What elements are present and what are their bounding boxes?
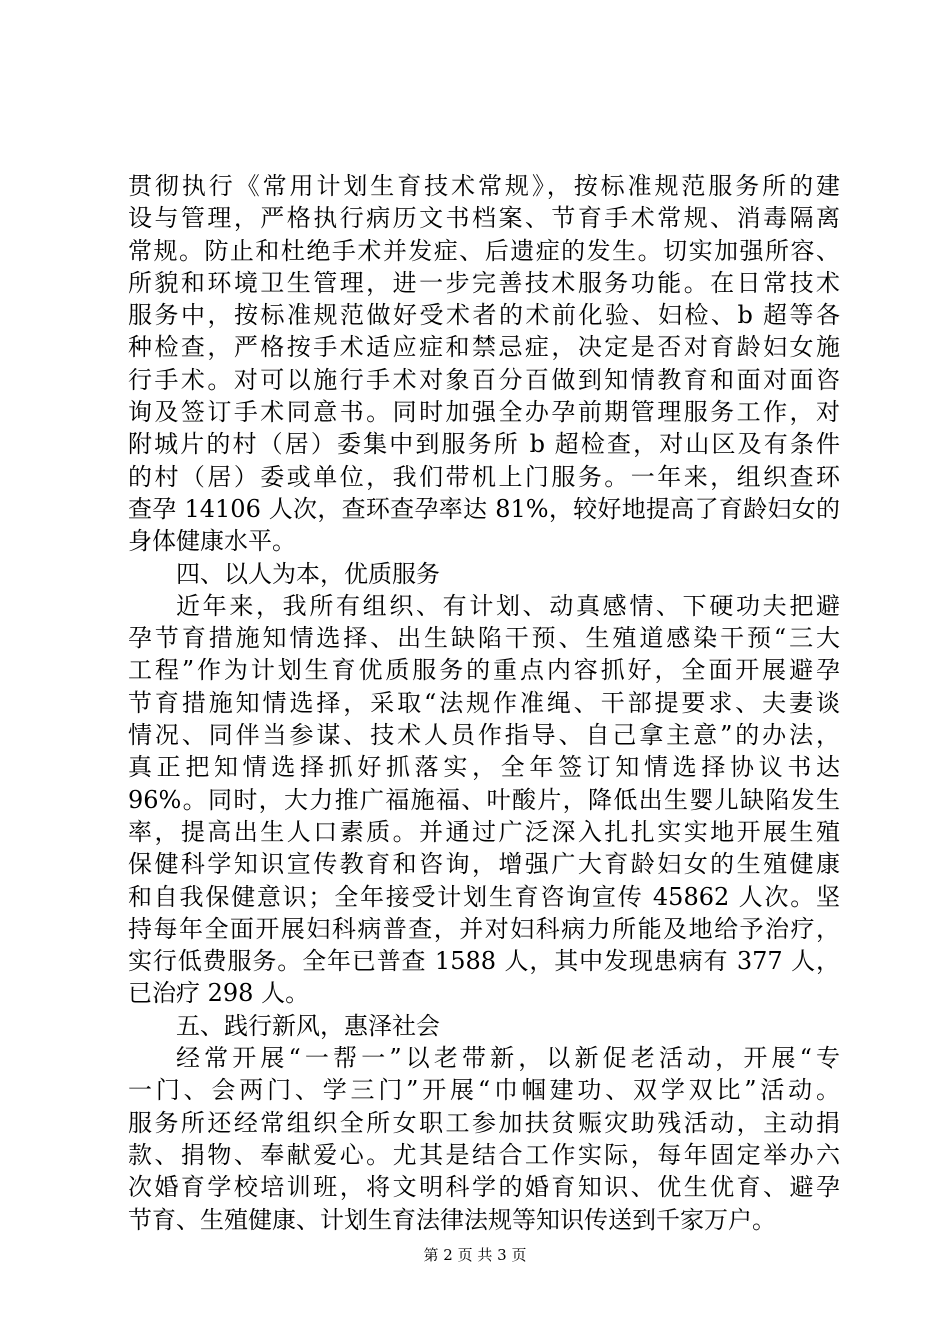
text-line: 96%。同时，大力推广福施福、叶酸片，降低出生婴儿缺陷发生	[128, 785, 840, 814]
text-line: 常规。防止和杜绝手术并发症、后遗症的发生。切实加强所容、	[128, 236, 840, 265]
text-line: 的村（居）委或单位，我们带机上门服务。一年来，组织查环	[128, 462, 840, 491]
text-line: 持每年全面开展妇科病普查，并对妇科病力所能及地给予治疗，	[128, 914, 840, 943]
text-line: 查孕 14106 人次，查环查孕率达 81%，较好地提高了育龄妇女的	[128, 494, 840, 523]
section-heading: 四、以人为本，优质服务	[176, 559, 440, 588]
body-text	[128, 170, 840, 1236]
section-heading: 五、践行新风，惠泽社会	[176, 1011, 440, 1040]
text-line: 设与管理，严格执行病历文书档案、节育手术常规、消毒隔离	[128, 204, 840, 233]
text-line: 率，提高出生人口素质。并通过广泛深入扎扎实实地开展生殖	[128, 817, 840, 846]
text-line: 真正把知情选择抓好抓落实，全年签订知情选择协议书达	[128, 753, 840, 782]
text-line: 保健科学知识宣传教育和咨询，增强广大育龄妇女的生殖健康	[128, 850, 840, 879]
text-line: 身体健康水平。	[128, 527, 296, 556]
text-line: 已治疗 298 人。	[128, 979, 310, 1008]
text-line: 服务所还经常组织全所女职工参加扶贫赈灾助残活动，主动捐	[128, 1108, 840, 1137]
text-line: 所貌和环境卫生管理，进一步完善技术服务功能。在日常技术	[128, 268, 840, 297]
text-line: 询及签订手术同意书。同时加强全办孕前期管理服务工作，对	[128, 398, 840, 427]
text-line: 近年来，我所有组织、有计划、动真感情、下硬功夫把避	[176, 591, 840, 620]
text-line: 节育措施知情选择，采取“法规作准绳、干部提要求、夫妻谈	[128, 688, 840, 717]
text-line: 一门、会两门、学三门”开展“巾帼建功、双学双比”活动。	[128, 1076, 840, 1105]
text-line: 行手术。对可以施行手术对象百分百做到知情教育和面对面咨	[128, 365, 840, 394]
text-line: 情况、同伴当参谋、技术人员作指导、自己拿主意”的办法，	[128, 721, 840, 750]
text-line: 工程”作为计划生育优质服务的重点内容抓好，全面开展避孕	[128, 656, 840, 685]
text-line: 实行低费服务。全年已普查 1588 人，其中发现患病有 377 人，	[128, 947, 840, 976]
text-line: 服务中，按标准规范做好受术者的术前化验、妇检、b 超等各	[128, 301, 840, 330]
text-line: 次婚育学校培训班，将文明科学的婚育知识、优生优育、避孕	[128, 1173, 840, 1202]
text-line: 种检查，严格按手术适应症和禁忌症，决定是否对育龄妇女施	[128, 333, 840, 362]
text-line: 孕节育措施知情选择、出生缺陷干预、生殖道感染干预“三大	[128, 624, 840, 653]
page-footer: 第 2 页 共 3 页	[423, 1246, 527, 1264]
text-line: 节育、生殖健康、计划生育法律法规等知识传送到千家万户。	[128, 1205, 776, 1234]
text-line: 款、捐物、奉献爱心。尤其是结合工作实际，每年固定举办六	[128, 1140, 840, 1169]
text-line: 贯彻执行《常用计划生育技术常规》，按标准规范服务所的建	[128, 172, 840, 200]
text-line: 和自我保健意识；全年接受计划生育咨询宣传 45862 人次。坚	[128, 882, 840, 911]
text-line: 附城片的村（居）委集中到服务所 b 超检查，对山区及有条件	[128, 430, 840, 459]
text-line: 经常开展“一帮一”以老带新，以新促老活动，开展“专	[176, 1044, 840, 1073]
